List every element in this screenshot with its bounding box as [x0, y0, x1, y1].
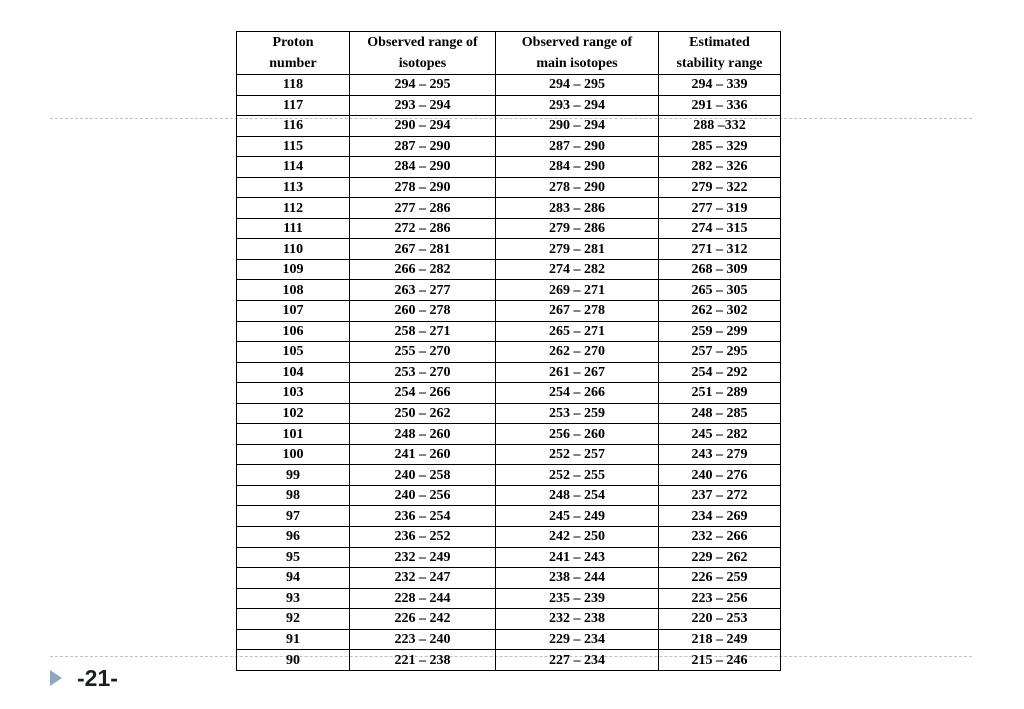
cell-proton-number: 117: [237, 95, 350, 116]
table-row: [237, 95, 781, 116]
cell-proton-number: 116: [237, 116, 350, 137]
cell-observed-range: 294 – 295: [350, 75, 496, 96]
cell-observed-main: 293 – 294: [496, 95, 659, 116]
cell-estimated-stability: 277 – 319: [659, 198, 781, 219]
cell-observed-range: 287 – 290: [350, 136, 496, 157]
cell-observed-range: 223 – 240: [350, 629, 496, 650]
cell-estimated-stability: 226 – 259: [659, 568, 781, 589]
triangle-right-icon: [50, 670, 62, 686]
cell-proton-number: 96: [237, 527, 350, 548]
cell-observed-main: 252 – 255: [496, 465, 659, 486]
cell-observed-main: 287 – 290: [496, 136, 659, 157]
cell-observed-main: 267 – 278: [496, 301, 659, 322]
table-row: [237, 547, 781, 568]
cell-estimated-stability: 215 – 246: [659, 650, 781, 671]
table-row: [237, 485, 781, 506]
cell-proton-number: 107: [237, 301, 350, 322]
cell-proton-number: 94: [237, 568, 350, 589]
header-observed-range: [350, 32, 496, 75]
cell-estimated-stability: 248 – 285: [659, 403, 781, 424]
cell-observed-range: 240 – 256: [350, 485, 496, 506]
cell-observed-range: 293 – 294: [350, 95, 496, 116]
cell-observed-range: 232 – 249: [350, 547, 496, 568]
cell-estimated-stability: 285 – 329: [659, 136, 781, 157]
cell-observed-main: 242 – 250: [496, 527, 659, 548]
cell-estimated-stability: 274 – 315: [659, 218, 781, 239]
cell-estimated-stability: 220 – 253: [659, 609, 781, 630]
cell-observed-main: 245 – 249: [496, 506, 659, 527]
cell-observed-main: 294 – 295: [496, 75, 659, 96]
cell-observed-main: 284 – 290: [496, 157, 659, 178]
cell-observed-range: 241 – 260: [350, 444, 496, 465]
cell-observed-main: 278 – 290: [496, 177, 659, 198]
cell-proton-number: 90: [237, 650, 350, 671]
table-header: [237, 32, 781, 75]
header-observed-main: [496, 32, 659, 75]
cell-estimated-stability: 237 – 272: [659, 485, 781, 506]
cell-observed-range: 255 – 270: [350, 342, 496, 363]
table-row: [237, 75, 781, 96]
cell-proton-number: 114: [237, 157, 350, 178]
cell-observed-main: 227 – 234: [496, 650, 659, 671]
cell-proton-number: 115: [237, 136, 350, 157]
cell-proton-number: 98: [237, 485, 350, 506]
cell-estimated-stability: 259 – 299: [659, 321, 781, 342]
cell-estimated-stability: 294 – 339: [659, 75, 781, 96]
cell-observed-main: 261 – 267: [496, 362, 659, 383]
table-row: [237, 177, 781, 198]
cell-proton-number: 111: [237, 218, 350, 239]
cell-observed-range: 221 – 238: [350, 650, 496, 671]
cell-estimated-stability: 265 – 305: [659, 280, 781, 301]
header-line: Proton: [272, 35, 314, 50]
cell-observed-range: 277 – 286: [350, 198, 496, 219]
cell-observed-main: 256 – 260: [496, 424, 659, 445]
cell-proton-number: 100: [237, 444, 350, 465]
cell-observed-main: 265 – 271: [496, 321, 659, 342]
cell-proton-number: 118: [237, 75, 350, 96]
cell-estimated-stability: 257 – 295: [659, 342, 781, 363]
cell-observed-range: 266 – 282: [350, 259, 496, 280]
table-row: [237, 157, 781, 178]
cell-estimated-stability: 229 – 262: [659, 547, 781, 568]
table-row: [237, 465, 781, 486]
table-row: [237, 362, 781, 383]
cell-observed-main: 253 – 259: [496, 403, 659, 424]
cell-estimated-stability: 243 – 279: [659, 444, 781, 465]
cell-estimated-stability: 223 – 256: [659, 588, 781, 609]
cell-estimated-stability: 218 – 249: [659, 629, 781, 650]
cell-proton-number: 99: [237, 465, 350, 486]
table-row: [237, 136, 781, 157]
cell-observed-main: 232 – 238: [496, 609, 659, 630]
table-row: [237, 424, 781, 445]
header-line: Observed range of: [521, 35, 633, 50]
cell-proton-number: 104: [237, 362, 350, 383]
cell-proton-number: 92: [237, 609, 350, 630]
cell-observed-range: 240 – 258: [350, 465, 496, 486]
cell-observed-main: 241 – 243: [496, 547, 659, 568]
header-line: main isotopes: [536, 56, 618, 71]
cell-estimated-stability: 254 – 292: [659, 362, 781, 383]
table-header-row: [237, 32, 781, 75]
table-row: [237, 301, 781, 322]
header-proton-number: [237, 32, 350, 75]
cell-proton-number: 108: [237, 280, 350, 301]
cell-observed-range: 284 – 290: [350, 157, 496, 178]
cell-observed-range: 260 – 278: [350, 301, 496, 322]
table-row: [237, 629, 781, 650]
cell-estimated-stability: 251 – 289: [659, 383, 781, 404]
cell-observed-main: 262 – 270: [496, 342, 659, 363]
header-estimated-stability: [659, 32, 781, 75]
cell-observed-main: 279 – 286: [496, 218, 659, 239]
cell-estimated-stability: 271 – 312: [659, 239, 781, 260]
cell-observed-main: 254 – 266: [496, 383, 659, 404]
table-row: [237, 403, 781, 424]
table-row: [237, 588, 781, 609]
cell-proton-number: 102: [237, 403, 350, 424]
cell-observed-main: 269 – 271: [496, 280, 659, 301]
cell-observed-main: 290 – 294: [496, 116, 659, 137]
table-row: [237, 116, 781, 137]
table-row: [237, 568, 781, 589]
cell-estimated-stability: 291 – 336: [659, 95, 781, 116]
cell-observed-main: 248 – 254: [496, 485, 659, 506]
isotope-table: [236, 31, 781, 671]
cell-estimated-stability: 279 – 322: [659, 177, 781, 198]
table-row: [237, 218, 781, 239]
cell-proton-number: 105: [237, 342, 350, 363]
cell-proton-number: 101: [237, 424, 350, 445]
table-row: [237, 321, 781, 342]
table-row: [237, 383, 781, 404]
cell-observed-range: 232 – 247: [350, 568, 496, 589]
cell-estimated-stability: 232 – 266: [659, 527, 781, 548]
cell-estimated-stability: 234 – 269: [659, 506, 781, 527]
cell-proton-number: 109: [237, 259, 350, 280]
cell-proton-number: 91: [237, 629, 350, 650]
table-row: [237, 342, 781, 363]
header-line: number: [269, 56, 317, 71]
cell-observed-range: 248 – 260: [350, 424, 496, 445]
cell-proton-number: 103: [237, 383, 350, 404]
cell-estimated-stability: 282 – 326: [659, 157, 781, 178]
cell-observed-main: 279 – 281: [496, 239, 659, 260]
cell-estimated-stability: 245 – 282: [659, 424, 781, 445]
table-row: [237, 259, 781, 280]
table-body: [237, 75, 781, 671]
slide-footer: [50, 665, 118, 691]
cell-observed-range: 267 – 281: [350, 239, 496, 260]
cell-observed-range: 278 – 290: [350, 177, 496, 198]
table-row: [237, 650, 781, 671]
cell-observed-main: 229 – 234: [496, 629, 659, 650]
cell-observed-range: 228 – 244: [350, 588, 496, 609]
cell-observed-main: 235 – 239: [496, 588, 659, 609]
table-row: [237, 280, 781, 301]
cell-proton-number: 106: [237, 321, 350, 342]
cell-observed-main: 238 – 244: [496, 568, 659, 589]
cell-observed-range: 250 – 262: [350, 403, 496, 424]
cell-proton-number: 113: [237, 177, 350, 198]
table-row: [237, 527, 781, 548]
cell-observed-main: 283 – 286: [496, 198, 659, 219]
cell-observed-range: 236 – 252: [350, 527, 496, 548]
cell-estimated-stability: 268 – 309: [659, 259, 781, 280]
page-number: -21-: [77, 664, 118, 691]
header-line: Observed range of: [367, 35, 478, 50]
cell-observed-range: 272 – 286: [350, 218, 496, 239]
table-row: [237, 239, 781, 260]
cell-observed-range: 263 – 277: [350, 280, 496, 301]
cell-observed-range: 236 – 254: [350, 506, 496, 527]
cell-observed-range: 290 – 294: [350, 116, 496, 137]
table-row: [237, 198, 781, 219]
cell-estimated-stability: 262 – 302: [659, 301, 781, 322]
header-line: isotopes: [398, 56, 447, 71]
header-line: stability range: [676, 56, 763, 71]
cell-observed-range: 254 – 266: [350, 383, 496, 404]
cell-observed-main: 252 – 257: [496, 444, 659, 465]
table-row: [237, 506, 781, 527]
cell-proton-number: 97: [237, 506, 350, 527]
cell-estimated-stability: 288 –332: [659, 116, 781, 137]
table-row: [237, 444, 781, 465]
header-line: Estimated: [689, 35, 750, 50]
cell-estimated-stability: 240 – 276: [659, 465, 781, 486]
cell-observed-range: 258 – 271: [350, 321, 496, 342]
cell-observed-range: 253 – 270: [350, 362, 496, 383]
cell-proton-number: 110: [237, 239, 350, 260]
cell-proton-number: 95: [237, 547, 350, 568]
cell-proton-number: 112: [237, 198, 350, 219]
cell-observed-range: 226 – 242: [350, 609, 496, 630]
cell-observed-main: 274 – 282: [496, 259, 659, 280]
cell-proton-number: 93: [237, 588, 350, 609]
table-row: [237, 609, 781, 630]
